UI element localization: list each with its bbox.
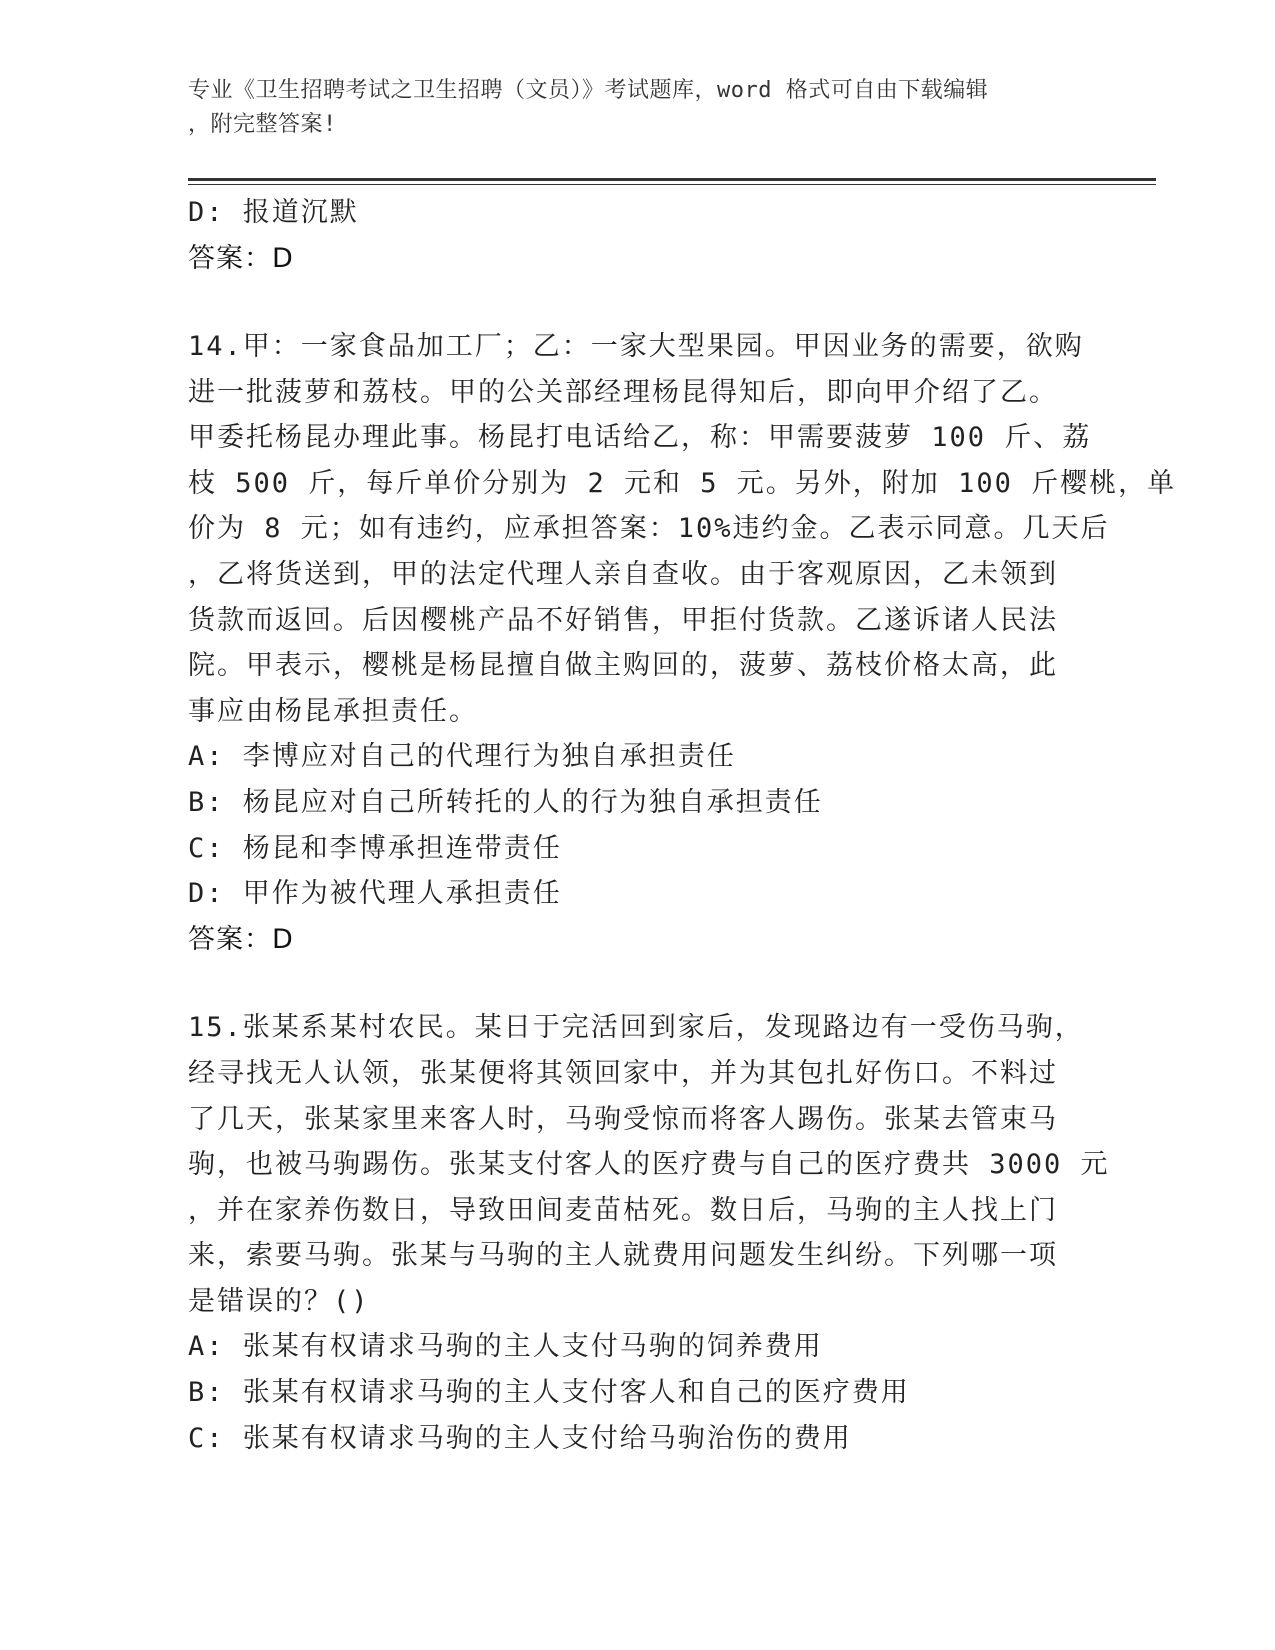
- q14-answer: 答案：D: [188, 923, 294, 955]
- q14-option-b: B: 杨昆应对自己所转托的人的行为独自承担责任: [188, 786, 823, 818]
- q15-text-line: 了几天，张某家里来客人时，马驹受惊而将客人踢伤。张某去管束马: [188, 1103, 1058, 1135]
- q14-text-line: 货款而返回。后因樱桃产品不好销售，甲拒付货款。乙遂诉诸人民法: [188, 604, 1058, 636]
- q14-text-line: 甲委托杨昆办理此事。杨昆打电话给乙，称：甲需要菠萝 100 斤、荔: [188, 422, 1092, 454]
- q14-text-line: ，乙将货送到，甲的法定代理人亲自查收。由于客观原因，乙未领到: [188, 558, 1058, 590]
- q15-text-line: 是错误的？(): [188, 1285, 370, 1317]
- q14-option-c: C: 杨昆和李博承担连带责任: [188, 832, 562, 864]
- document-body: [188, 190, 1177, 1461]
- header-line-1: 专业《卫生招聘考试之卫生招聘（文员）》考试题库，word 格式可自由下载编辑: [188, 78, 989, 103]
- q15-text-line: 经寻找无人认领，张某便将其领回家中，并为其包扎好伤口。不料过: [188, 1057, 1058, 1089]
- q15-option-a: A: 张某有权请求马驹的主人支付马驹的饲养费用: [188, 1331, 823, 1363]
- q15-option-b: B: 张某有权请求马驹的主人支付客人和自己的医疗费用: [188, 1377, 910, 1409]
- q15-text-line: 驹，也被马驹踢伤。张某支付客人的医疗费与自己的医疗费共 3000 元: [188, 1149, 1110, 1181]
- q14-text-line: 进一批菠萝和荔枝。甲的公关部经理杨昆得知后，即向甲介绍了乙。: [188, 376, 1058, 408]
- q15-text-line: ，并在家养伤数日，导致田间麦苗枯死。数日后，马驹的主人找上门: [188, 1194, 1058, 1226]
- q14-text-line: 事应由杨昆承担责任。: [188, 695, 478, 727]
- q15-text-line: 来，索要马驹。张某与马驹的主人就费用问题发生纠纷。下列哪一项: [188, 1240, 1058, 1272]
- q14-option-d: D: 甲作为被代理人承担责任: [188, 878, 562, 910]
- q15-text-line: 15.张某系某村农民。某日于完活回到家后，发现路边有一受伤马驹，: [188, 1012, 1084, 1044]
- question-14: [188, 324, 1177, 962]
- prev-answer: 答案：D: [188, 242, 294, 274]
- document-header: [188, 74, 1068, 142]
- q15-option-c: C: 张某有权请求马驹的主人支付给马驹治伤的费用: [188, 1422, 852, 1454]
- header-divider-thick: [188, 178, 1156, 181]
- header-line-2: ，附完整答案!: [188, 112, 337, 137]
- q14-option-a: A: 李博应对自己的代理行为独自承担责任: [188, 741, 736, 773]
- q14-text-line: 院。甲表示，樱桃是杨昆擅自做主购回的，菠萝、荔枝价格太高，此: [188, 650, 1058, 682]
- spacer: [188, 962, 1088, 1005]
- question-15: [188, 1005, 1110, 1461]
- q14-text-line: 枝 500 斤，每斤单价分别为 2 元和 5 元。另外，附加 100 斤樱桃，单: [188, 467, 1177, 499]
- header-divider-thin: [188, 184, 1156, 185]
- q14-text-line: 价为 8 元；如有违约，应承担答案：10%违约金。乙表示同意。几天后: [188, 513, 1110, 545]
- spacer: [188, 281, 1088, 324]
- q14-text-line: 14.甲：一家食品加工厂；乙：一家大型果园。甲因业务的需要，欲购: [188, 331, 1084, 362]
- prev-option-d: D: 报道沉默: [188, 197, 359, 228]
